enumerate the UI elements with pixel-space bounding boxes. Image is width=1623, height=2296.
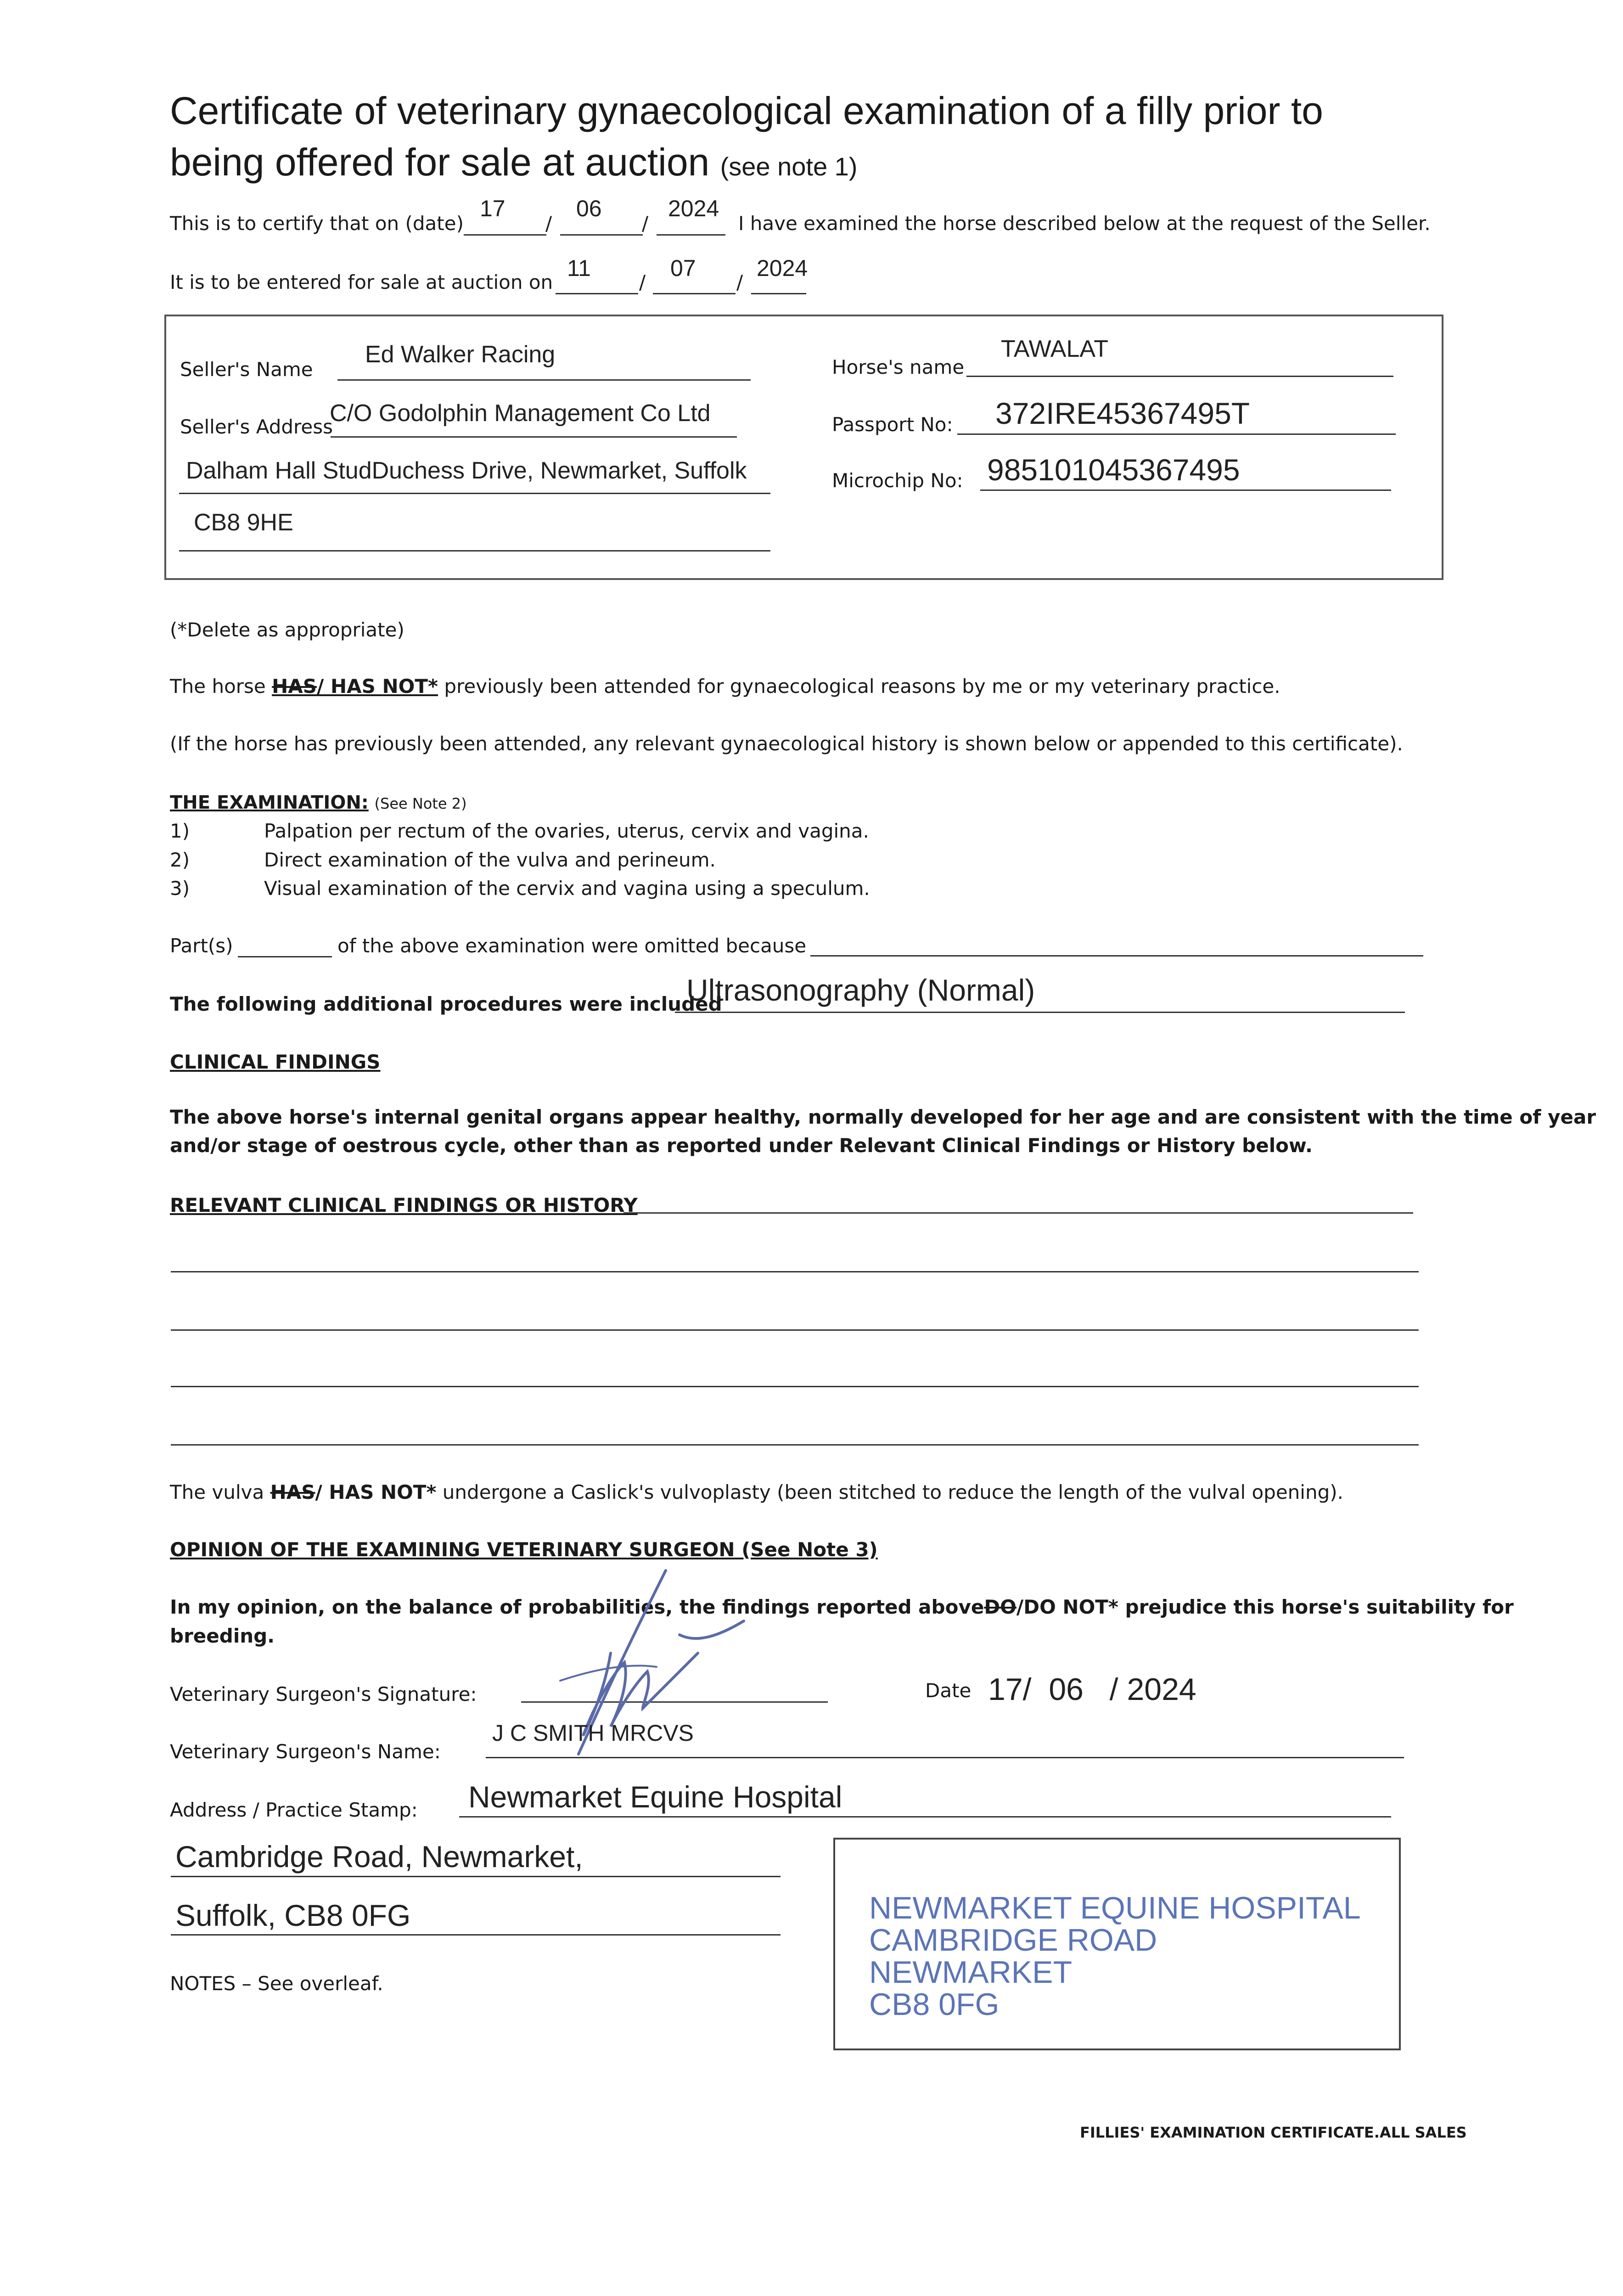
examination-heading — [170, 792, 467, 813]
passport-number: 372IRE45367495T — [995, 396, 1250, 430]
examination-item-3: Visual examination of the cervix and vagina using a speculum. — [264, 877, 870, 900]
opinion-heading: OPINION OF THE EXAMINING VETERINARY SURGEON (See Note 3) — [170, 1538, 878, 1561]
title-note: (see note 1) — [720, 152, 858, 181]
additional-label: The following additional procedures were included — [170, 993, 722, 1015]
certify-day: 17 — [480, 196, 505, 221]
parts-label: Part(s) — [170, 934, 233, 957]
title-line-2-text: being offered for sale at auction — [170, 141, 710, 184]
findings-line-1 — [623, 1212, 1413, 1214]
microchip-line — [980, 490, 1391, 491]
findings-line-2 — [171, 1271, 1419, 1272]
attended-suffix: previously been attended for gynaecological reasons by me or my veterinary practice. — [444, 675, 1280, 698]
practice-address-line-2: Cambridge Road, Newmarket, — [175, 1840, 583, 1874]
examination-item-num-2: 2) — [170, 849, 190, 871]
auction-prefix: It is to be entered for sale at auction on — [170, 271, 553, 293]
examination-item-2: Direct examination of the vulva and perineum. — [264, 849, 716, 871]
certify-suffix: I have examined the horse described below at the request of the Seller. — [738, 212, 1431, 235]
date-label: Date — [925, 1679, 972, 1702]
seller-address-line-2-rule — [179, 493, 770, 494]
signature-label: Veterinary Surgeon's Signature: — [170, 1683, 477, 1705]
passport-line — [957, 433, 1396, 435]
practice-address-line-1: Newmarket Equine Hospital — [468, 1780, 842, 1814]
findings-line-3 — [171, 1329, 1419, 1331]
practice-address-line-3-rule — [171, 1934, 781, 1936]
slash: / — [736, 271, 743, 293]
auction-month: 07 — [670, 255, 696, 281]
vulva-choice — [270, 1481, 437, 1503]
horse-name: TAWALAT — [1001, 336, 1108, 362]
practice-stamp — [869, 1892, 1361, 2020]
parts-line — [238, 956, 332, 957]
certify-year-line — [657, 234, 725, 236]
auction-year: 2024 — [757, 255, 808, 281]
microchip-number: 985101045367495 — [987, 453, 1240, 487]
seller-horse-box — [164, 315, 1443, 580]
seller-name-label: Seller's Name — [180, 358, 313, 381]
seller-address-line-1-rule — [331, 436, 737, 438]
surgeon-name-label: Veterinary Surgeon's Name: — [170, 1740, 441, 1763]
stamp-line-4: CB8 0FG — [869, 1987, 1000, 2022]
parts-suffix: of the above examination were omitted because — [337, 934, 807, 957]
signature-date-year: 2024 — [1127, 1672, 1196, 1707]
slash: / — [545, 212, 552, 235]
seller-address-line-3: CB8 9HE — [194, 509, 293, 536]
stamp-line-2: CAMBRIDGE ROAD — [869, 1923, 1157, 1958]
history-note: (If the horse has previously been attended, any relevant gynaecological history is shown below or appended to this certificate). — [170, 732, 1403, 755]
vulva-prefix: The vulva — [170, 1481, 264, 1503]
footer-text: FILLIES' EXAMINATION CERTIFICATE.ALL SALES — [1080, 2124, 1467, 2141]
vulva-line — [170, 1481, 1343, 1503]
omitted-reason-line — [810, 955, 1423, 957]
signature-date: 17/ 06 / 2024 — [988, 1672, 1196, 1707]
opinion-line-2: breeding. — [170, 1625, 275, 1647]
surgeon-name-line — [486, 1757, 1404, 1758]
horse-name-label: Horse's name — [832, 356, 965, 378]
signature-image — [505, 1561, 790, 1782]
address-label: Address / Practice Stamp: — [170, 1799, 418, 1821]
signature-date-day: 17 — [988, 1672, 1023, 1707]
certify-year: 2024 — [668, 196, 719, 221]
title-line-2 — [170, 136, 1323, 192]
additional-procedures: Ultrasonography (Normal) — [686, 973, 1035, 1007]
auction-year-line — [751, 293, 806, 294]
passport-label: Passport No: — [832, 413, 953, 436]
certify-day-line — [464, 234, 546, 236]
practice-address-line-1-rule — [459, 1816, 1391, 1818]
examination-heading-text: THE EXAMINATION: — [170, 792, 369, 813]
seller-address-line-3-rule — [179, 550, 770, 551]
horse-name-line — [966, 376, 1393, 377]
findings-line-5 — [171, 1444, 1419, 1446]
title-line-1: Certificate of veterinary gynaecological examination of a filly prior to — [170, 89, 1323, 132]
vulva-suffix: undergone a Caslick's vulvoplasty (been stitched to reduce the length of the vulval opening). — [442, 1481, 1343, 1503]
attended-choice — [272, 675, 438, 698]
practice-address-line-3: Suffolk, CB8 0FG — [175, 1898, 411, 1932]
opinion-line-1-b: /DO NOT* prejudice this horse's suitability for — [1016, 1596, 1514, 1618]
attended-selected: / HAS NOT* — [317, 675, 438, 698]
clinical-heading: CLINICAL FINDINGS — [170, 1051, 381, 1073]
opinion-line-1-a: In my opinion, on the balance of probabilities, the findings reported above — [170, 1596, 984, 1618]
seller-address-label: Seller's Address — [180, 416, 333, 438]
stamp-line-1: NEWMARKET EQUINE HOSPITAL — [869, 1891, 1361, 1925]
stamp-line-3: NEWMARKET — [869, 1955, 1072, 1990]
relevant-findings-heading: RELEVANT CLINICAL FINDINGS OR HISTORY — [170, 1194, 638, 1216]
examination-heading-note: (See Note 2) — [374, 795, 467, 812]
vulva-selected: / HAS NOT* — [315, 1481, 437, 1503]
surgeon-name: J C SMITH MRCVS — [492, 1720, 694, 1746]
notes-text: NOTES – See overleaf. — [170, 1972, 383, 1995]
attended-prefix: The horse — [170, 675, 266, 698]
certify-month-line — [560, 234, 643, 236]
findings-line-4 — [171, 1386, 1419, 1387]
attended-struck: HAS — [272, 675, 317, 698]
auction-month-line — [653, 293, 736, 294]
seller-name-line — [337, 379, 751, 381]
vulva-struck: HAS — [270, 1481, 315, 1503]
seller-address-line-2: Dalham Hall StudDuchess Drive, Newmarket, Suffolk — [186, 457, 747, 484]
certify-prefix: This is to certify that on (date) — [170, 212, 464, 235]
certificate-title — [170, 85, 1323, 192]
examination-item-num-1: 1) — [170, 820, 190, 842]
certify-month: 06 — [576, 196, 602, 221]
seller-name: Ed Walker Racing — [365, 341, 556, 368]
slash: / — [642, 212, 649, 235]
additional-line — [675, 1012, 1405, 1013]
signature-date-month: 06 — [1049, 1672, 1084, 1707]
auction-day: 11 — [567, 255, 591, 281]
practice-address-line-2-rule — [171, 1876, 781, 1877]
slash: / — [639, 271, 646, 293]
seller-address-line-1: C/O Godolphin Management Co Ltd — [330, 400, 711, 427]
opinion-line-1 — [170, 1596, 1514, 1618]
delete-note: (*Delete as appropriate) — [170, 619, 404, 641]
attended-line — [170, 675, 1280, 698]
examination-item-num-3: 3) — [170, 877, 190, 900]
microchip-label: Microchip No: — [832, 469, 963, 492]
clinical-text-1: The above horse's internal genital organs appear healthy, normally developed for her age and are consistent with the time of year — [170, 1106, 1596, 1128]
opinion-struck: DO — [984, 1596, 1016, 1618]
auction-day-line — [556, 293, 638, 294]
clinical-text-2: and/or stage of oestrous cycle, other than as reported under Relevant Clinical Findings or History below. — [170, 1134, 1313, 1157]
examination-item-1: Palpation per rectum of the ovaries, uterus, cervix and vagina. — [264, 820, 869, 842]
